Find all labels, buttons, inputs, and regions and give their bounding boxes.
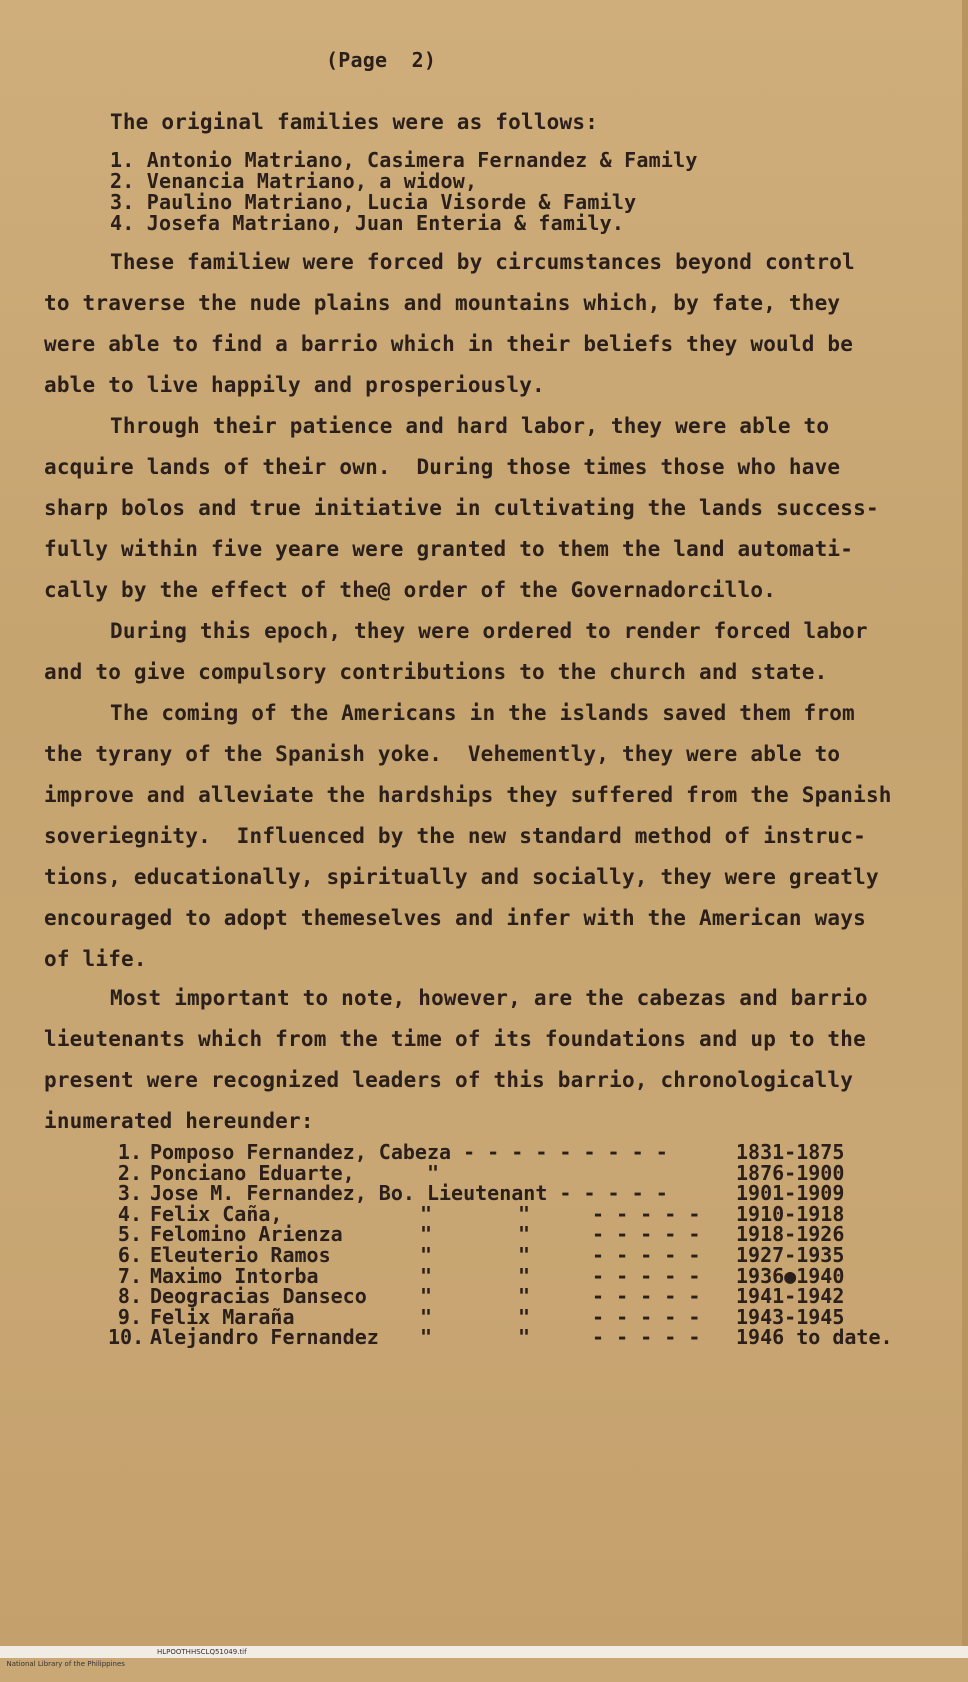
leader-name: Felomino Arienza: [150, 1222, 343, 1247]
ditto-mark: ": [420, 1304, 433, 1329]
leader-number: 9.: [117, 1304, 142, 1329]
leader-number: 4.: [117, 1201, 142, 1226]
paragraph-line: fully within five yeare were granted to them the land automati-: [44, 537, 854, 561]
paragraph-line: cally by the effect of the@ order of the Governadorcillo.: [44, 578, 777, 602]
ditto-mark: ": [518, 1222, 531, 1247]
leader-years: 1918-1926: [736, 1222, 845, 1247]
paragraph-line: soveriegnity. Influenced by the new standard method of instruc-: [44, 824, 866, 848]
leader-dashes: - - - - -: [592, 1263, 701, 1288]
paragraph-line: These familiew were forced by circumstances beyond control: [110, 250, 855, 274]
ditto-mark: ": [420, 1325, 433, 1350]
paragraph-line: were able to find a barrio which in their beliefs they would be: [44, 332, 854, 356]
paragraph-line: lieutenants which from the time of its foundations and up to the: [44, 1027, 866, 1051]
intro-line: The original families were as follows:: [110, 110, 599, 134]
leader-years: 1943-1945: [736, 1304, 845, 1329]
paragraph-line: to traverse the nude plains and mountains which, by fate, they: [44, 291, 841, 315]
family-item: 1. Antonio Matriano, Casimera Fernandez & Family: [110, 148, 698, 172]
paragraph-line: Most important to note, however, are the cabezas and barrio: [110, 986, 868, 1010]
leader-name: Felix Caña,: [150, 1201, 283, 1226]
ditto-mark: ": [518, 1325, 531, 1350]
ditto-mark: ": [518, 1284, 531, 1309]
ditto-mark: ": [518, 1201, 531, 1226]
leader-number: 2.: [117, 1160, 142, 1185]
leader-number: 10.: [108, 1325, 145, 1350]
family-item: 4. Josefa Matriano, Juan Enteria & family.: [110, 211, 625, 235]
footer-filename: HLPOOTHHSCLQ51049.tif: [157, 1648, 247, 1656]
paragraph-line: encouraged to adopt themeselves and infer with the American ways: [44, 906, 866, 930]
leader-number: 7.: [117, 1263, 142, 1288]
leader-dashes: - - - - -: [592, 1222, 701, 1247]
leader-years: 1901-1909: [736, 1181, 845, 1206]
leader-dashes: - - - - -: [592, 1284, 701, 1309]
leader-name: Maximo Intorba: [150, 1263, 319, 1288]
paragraph-line: During this epoch, they were ordered to render forced labor: [110, 619, 868, 643]
leader-number: 1.: [117, 1140, 142, 1164]
leader-dashes: - - - - -: [592, 1243, 701, 1267]
leader-dashes: - - - - -: [592, 1325, 701, 1350]
leader-dashes: - - - - -: [592, 1304, 701, 1329]
family-item: 3. Paulino Matriano, Lucia Visorde & Family: [110, 190, 637, 214]
leader-name: Felix Maraña: [150, 1304, 295, 1329]
leader-years: 1876-1900: [736, 1160, 845, 1185]
page-edge: [962, 0, 968, 1658]
paragraph-line: present were recognized leaders of this barrio, chronologically: [44, 1068, 854, 1092]
paragraph-line: the tyrany of the Spanish yoke. Vehemently, they were able to: [44, 742, 841, 766]
paragraph-line: of life.: [44, 947, 147, 971]
ditto-mark: ": [518, 1263, 531, 1288]
ditto-mark: ": [420, 1284, 433, 1309]
paragraph-line: improve and alleviate the hardships they suffered from the Spanish: [44, 783, 892, 807]
ditto-mark: ": [420, 1243, 433, 1267]
page-number-header: (Page 2): [326, 48, 437, 72]
paragraph-line: and to give compulsory contributions to the church and state.: [44, 660, 828, 684]
ditto-mark: ": [420, 1201, 433, 1226]
leader-years: 1946 to date.: [736, 1325, 893, 1350]
family-item: 2. Venancia Matriano, a widow,: [110, 169, 478, 193]
paragraph-line: acquire lands of their own. During those times those who have: [44, 455, 841, 479]
leader-name: Pomposo Fernandez, Cabeza - - - - - - - - -: [150, 1140, 668, 1164]
leader-dashes: - - - - -: [592, 1201, 701, 1226]
leader-number: 5.: [117, 1222, 142, 1247]
leader-name: Jose M. Fernandez, Bo. Lieutenant - - - - -: [150, 1181, 668, 1206]
leader-number: 8.: [117, 1284, 142, 1309]
leader-years: 1936●1940: [736, 1263, 845, 1288]
leader-years: 1831-1875: [736, 1140, 845, 1164]
leader-years: 1941-1942: [736, 1284, 845, 1309]
footer-library: National Library of the Philippines: [6, 1660, 125, 1668]
leader-name: Eleuterio Ramos: [150, 1243, 331, 1267]
paragraph-line: inumerated hereunder:: [44, 1109, 314, 1133]
paragraph-line: able to live happily and prosperiously.: [44, 373, 545, 397]
leader-years: 1927-1935: [736, 1243, 845, 1267]
leader-name: Deogracias Danseco: [150, 1284, 367, 1309]
ditto-mark: ": [518, 1304, 531, 1329]
paragraph-line: The coming of the Americans in the islands saved them from: [110, 701, 855, 725]
scan-footer: [0, 1646, 968, 1668]
paragraph-line: sharp bolos and true initiative in cultivating the lands success-: [44, 496, 879, 520]
leader-name: Alejandro Fernandez: [150, 1325, 379, 1350]
paragraph-line: tions, educationally, spiritually and socially, they were greatly: [44, 865, 879, 889]
ditto-mark: ": [420, 1263, 433, 1288]
ditto-mark: ": [518, 1243, 531, 1267]
leader-years: 1910-1918: [736, 1201, 845, 1226]
leader-name: Ponciano Eduarte, ": [150, 1160, 439, 1185]
paragraph-line: Through their patience and hard labor, they were able to: [110, 414, 830, 438]
leader-number: 6.: [117, 1243, 142, 1267]
ditto-mark: ": [420, 1222, 433, 1247]
leader-number: 3.: [117, 1181, 142, 1206]
